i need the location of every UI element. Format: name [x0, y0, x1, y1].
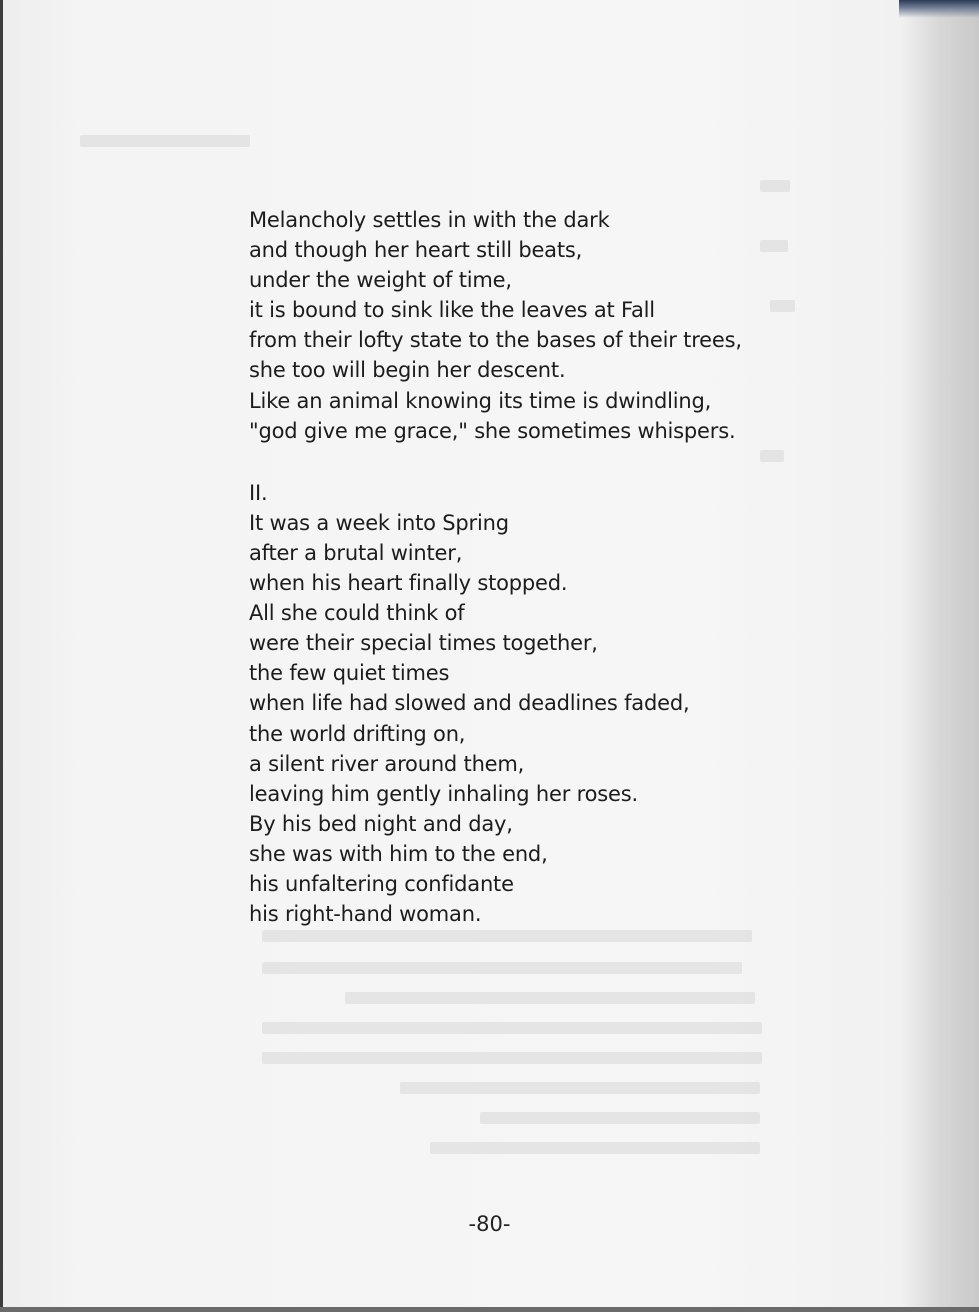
poem-line: the few quiet times	[249, 661, 450, 686]
poem-text	[249, 205, 849, 929]
stanza-break	[249, 446, 849, 478]
poem-line: it is bound to sink like the leaves at Fall	[249, 298, 655, 323]
poem-line: when life had slowed and deadlines faded,	[249, 691, 690, 716]
poem-line: the world drifting on,	[249, 721, 466, 746]
poem-line: "god give me grace," she sometimes whispers.	[249, 418, 736, 443]
poem-line: Melancholy settles in with the dark	[249, 208, 610, 232]
poem-line: It was a week into Spring	[249, 510, 509, 535]
poem-line: Like an animal knowing its time is dwindling,	[249, 388, 712, 413]
poem-line: when his heart finally stopped.	[249, 571, 568, 596]
poem-line: and though her heart still beats,	[249, 238, 583, 263]
poem-line: his unfaltering confidante	[249, 871, 514, 896]
poem-line: By his bed night and day,	[249, 811, 513, 836]
poem-line: were their special times together,	[249, 631, 598, 656]
poem-line: she was with him to the end,	[249, 841, 548, 866]
poem-line: leaving him gently inhaling her roses.	[249, 781, 638, 806]
poem-line: his right-hand woman.	[249, 902, 482, 927]
poem-line: after a brutal winter,	[249, 540, 463, 565]
page-number: -80-	[468, 1212, 511, 1236]
section-marker: II.	[249, 480, 268, 505]
page-bottom-edge	[0, 1307, 979, 1312]
poem-line: from their lofty state to the bases of their trees,	[249, 328, 742, 353]
poem-line: she too will begin her descent.	[249, 358, 566, 383]
poem-line: a silent river around them,	[249, 751, 525, 776]
poem-line: All she could think of	[249, 601, 465, 626]
poem-line: under the weight of time,	[249, 268, 512, 293]
